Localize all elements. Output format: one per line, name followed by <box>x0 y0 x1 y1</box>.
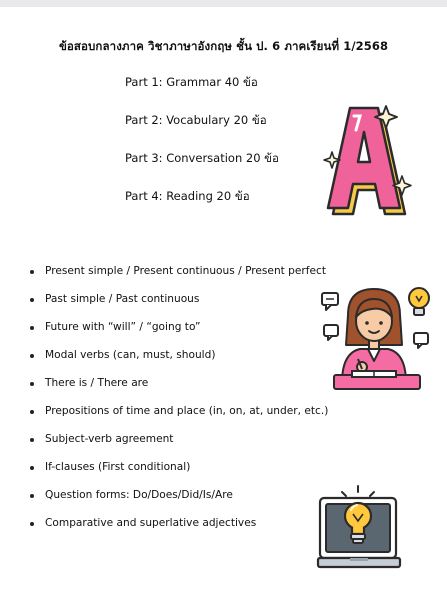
laptop-idea-icon <box>316 484 408 576</box>
bullet-icon <box>30 298 34 302</box>
student-idea-icon <box>318 283 440 393</box>
list-item <box>30 403 328 431</box>
top-bar <box>0 0 447 7</box>
topic-text: Comparative and superlative adjectives <box>45 517 257 529</box>
list-item <box>30 375 328 403</box>
bullet-icon <box>30 466 34 470</box>
bullet-icon <box>30 354 34 358</box>
part-item: Part 2: Vocabulary 20 ข้อ <box>125 113 267 127</box>
topic-text: Present simple / Present continuous / Present perfect <box>45 265 327 277</box>
part-item: Part 1: Grammar 40 ข้อ <box>125 75 258 89</box>
topic-text: Modal verbs (can, must, should) <box>45 349 216 361</box>
bullet-icon <box>30 270 34 274</box>
bullet-icon <box>30 410 34 414</box>
bullet-icon <box>30 494 34 498</box>
list-item <box>30 431 328 459</box>
list-item <box>30 291 328 319</box>
list-item <box>30 319 328 347</box>
topic-text: Future with “will” / “going to” <box>45 321 201 333</box>
topic-text: Prepositions of time and place (in, on, at, under, etc.) <box>45 405 329 417</box>
list-item <box>30 515 328 543</box>
list-item <box>30 487 328 515</box>
part-item: Part 3: Conversation 20 ข้อ <box>125 151 279 165</box>
bullet-icon <box>30 522 34 526</box>
list-item <box>30 347 328 375</box>
list-item <box>30 263 328 291</box>
bullet-icon <box>30 382 34 386</box>
topic-text: If-clauses (First conditional) <box>45 461 191 473</box>
topic-list <box>30 263 328 543</box>
list-item <box>30 459 328 487</box>
bullet-icon <box>30 438 34 442</box>
topic-text: Question forms: Do/Does/Did/Is/Are <box>45 489 233 501</box>
part-item: Part 4: Reading 20 ข้อ <box>125 189 250 203</box>
page-title: ข้อสอบกลางภาค วิชาภาษาอังกฤษ ชั้น ป. 6 ภาคเรียนที่ 1/2568 <box>58 39 389 53</box>
letter-a-icon <box>318 100 418 225</box>
bullet-icon <box>30 326 34 330</box>
topic-text: Subject-verb agreement <box>45 433 174 445</box>
exam-parts <box>125 74 279 226</box>
topic-text: Past simple / Past continuous <box>45 293 200 305</box>
topic-text: There is / There are <box>45 377 149 389</box>
